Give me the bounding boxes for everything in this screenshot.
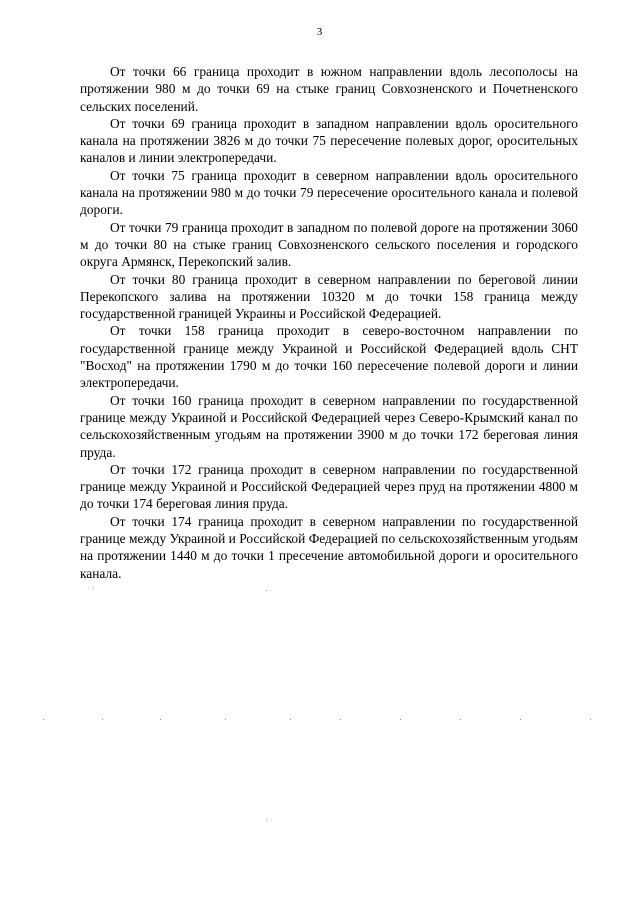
paragraph-9: От точки 174 граница проходит в северном направлении по государственной границе между Украиной и Российской Федерацией по сельскохозяйственным угодьям на протяжении 1440 м до точки 1 пресечение автомобильной дороги и оросительного канала. <box>80 513 578 581</box>
document-body <box>80 63 578 582</box>
paragraph-6: От точки 158 граница проходит в северо-восточном направлении по государственной границе между Украиной и Российской Федерацией вдоль СНТ "Восход" на протяжении 1790 м до точки 160 пересечение полевой дороги и линии электропередачи. <box>80 323 578 391</box>
page-number: 3 <box>316 26 323 38</box>
paragraph-4: От точки 79 граница проходит в западном по полевой дороге на протяжении 3060 м до точки 80 на стыке границ Совхозненского сельского поселения и городского округа Армянск, Перекопский залив. <box>80 219 578 270</box>
paragraph-8: От точки 172 граница проходит в северном направлении по государственной границе между Украиной и Российской Федерацией через пруд на протяжении 4800 м до точки 174 береговая линия пруда. <box>80 461 578 512</box>
scan-speck <box>266 820 267 821</box>
scan-artifact-dots <box>40 719 600 721</box>
paragraph-7: От точки 160 граница проходит в северном направлении по государственной границе между Украиной и Российской Федерацией через Северо-Крымский канал по сельскохозяйственным угодьям на протяжении 3900 м до точки 172 береговая линия пруда. <box>80 392 578 460</box>
scan-speck <box>93 588 94 589</box>
paragraph-1: От точки 66 граница проходит в южном направлении вдоль лесополосы на протяжении 980 м до точки 69 на стыке границ Совхозненского и Почетненского сельских поселений. <box>80 64 578 114</box>
paragraph-3: От точки 75 граница проходит в северном направлении вдоль оросительного канала на протяжении 980 м до точки 79 пересечение оросительного канала и полевой дороги. <box>80 167 578 218</box>
paragraph-2: От точки 69 граница проходит в западном направлении вдоль оросительного канала на протяжении 3826 м до точки 75 пересечение полевых дорог, оросительных каналов и линии электропередачи. <box>80 115 578 166</box>
paragraph-5: От точки 80 граница проходит в северном направлении по береговой линии Перекопского залива на протяжении 10320 м до точки 158 граница между государственной границей Украины и Российской Федерацией. <box>80 271 578 322</box>
scan-speck <box>266 590 267 591</box>
